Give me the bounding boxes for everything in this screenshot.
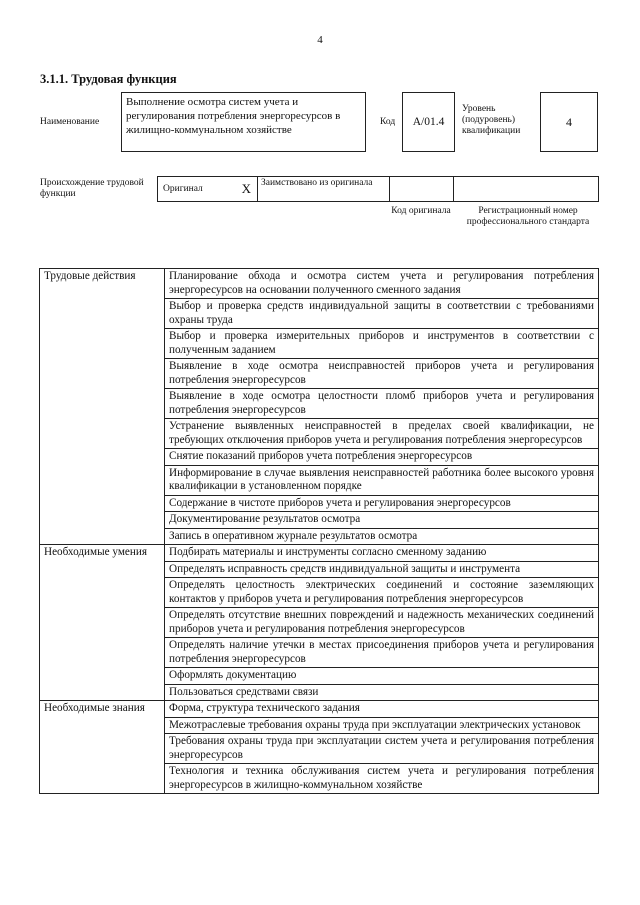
- registration-number-cell: [454, 177, 598, 201]
- borrowed-label: Заимствовано из оригинала: [258, 177, 390, 201]
- section-title: Необходимые знания: [40, 701, 165, 794]
- original-label: Оригинал: [163, 184, 203, 194]
- list-item: Выявление в ходе осмотра неисправностей приборов учета и регулирования потребления энергоресурсов: [165, 359, 599, 389]
- section-heading: 3.1.1. Трудовая функция: [40, 72, 177, 86]
- section-title: Трудовые действия: [40, 269, 165, 545]
- list-item: Подбирать материалы и инструменты согласно сменному заданию: [165, 545, 599, 562]
- list-item: Оформлять документацию: [165, 668, 599, 685]
- original-code-caption: Код оригинала: [391, 206, 451, 216]
- function-name-box: Выполнение осмотра систем учета и регулирования потребления энергоресурсов в жилищно-коммунальном хозяйстве: [121, 92, 366, 152]
- qualification-level-label: Уровень (подуровень) квалификации: [462, 104, 521, 136]
- list-item: Определять отсутствие внешних повреждений и надежность механических соединений приборов учета и регулирования потребления энергоресурсов: [165, 608, 599, 638]
- section-title: Необходимые умения: [40, 545, 165, 701]
- list-item: Межотраслевые требования охраны труда при эксплуатации электрических установок: [165, 717, 599, 734]
- list-item: Документирование результатов осмотра: [165, 512, 599, 529]
- list-item: Выбор и проверка средств индивидуальной защиты в соответствии с требованиями охраны труда: [165, 299, 599, 329]
- list-item: Определять целостность электрических соединений и состояние заземляющих контактов у приборов учета и регулирования потребления энергоресурсов: [165, 578, 599, 608]
- list-item: Технология и техника обслуживания систем учета и регулирования потребления энергоресурсов в жилищно-коммунальном хозяйстве: [165, 764, 599, 794]
- original-mark: X: [241, 181, 251, 196]
- list-item: Определять исправность средств индивидуальной защиты и инструмента: [165, 561, 599, 578]
- list-item: Выбор и проверка измерительных приборов и инструментов в соответствии с полученным заданием: [165, 329, 599, 359]
- origin-label: Происхождение трудовой функции: [40, 178, 144, 199]
- list-item: Форма, структура технического задания: [165, 701, 599, 718]
- list-item: Устранение выявленных неисправностей в пределах своей квалификации, не требующих отключения приборов учета и регулирования потребления энергоресурсов: [165, 419, 599, 449]
- code-label: Код: [380, 117, 396, 127]
- list-item: Содержание в чистоте приборов учета и регулирования энергоресурсов: [165, 495, 599, 512]
- original-code-cell: [390, 177, 454, 201]
- registration-number-caption: Регистрационный номер профессионального стандарта: [466, 206, 590, 227]
- list-item: Запись в оперативном журнале результатов осмотра: [165, 528, 599, 545]
- origin-original-cell: [158, 177, 258, 201]
- list-item: Определять наличие утечки в местах присоединения приборов учета и регулирования потребления энергоресурсов: [165, 638, 599, 668]
- name-label: Наименование: [40, 117, 100, 127]
- list-item: Планирование обхода и осмотра систем учета и регулирования потребления энергоресурсов на основании полученного сменного задания: [165, 269, 599, 299]
- list-item: Выявление в ходе осмотра целостности пломб приборов учета и регулирования потребления энергоресурсов: [165, 389, 599, 419]
- list-item: Информирование в случае выявления неисправностей работника более высокого уровня квалификации в установленном порядке: [165, 465, 599, 495]
- page-number: 4: [317, 34, 323, 46]
- table-row: [40, 701, 599, 718]
- table-row: [40, 269, 599, 299]
- table-row: [40, 545, 599, 562]
- list-item: Требования охраны труда при эксплуатации систем учета и регулирования потребления энергоресурсов: [165, 734, 599, 764]
- function-details-table: [39, 268, 599, 794]
- list-item: Снятие показаний приборов учета потребления энергоресурсов: [165, 449, 599, 466]
- origin-table: [157, 176, 599, 202]
- list-item: Пользоваться средствами связи: [165, 684, 599, 701]
- qualification-level-box: 4: [540, 92, 598, 152]
- function-code-box: А/01.4: [402, 92, 455, 152]
